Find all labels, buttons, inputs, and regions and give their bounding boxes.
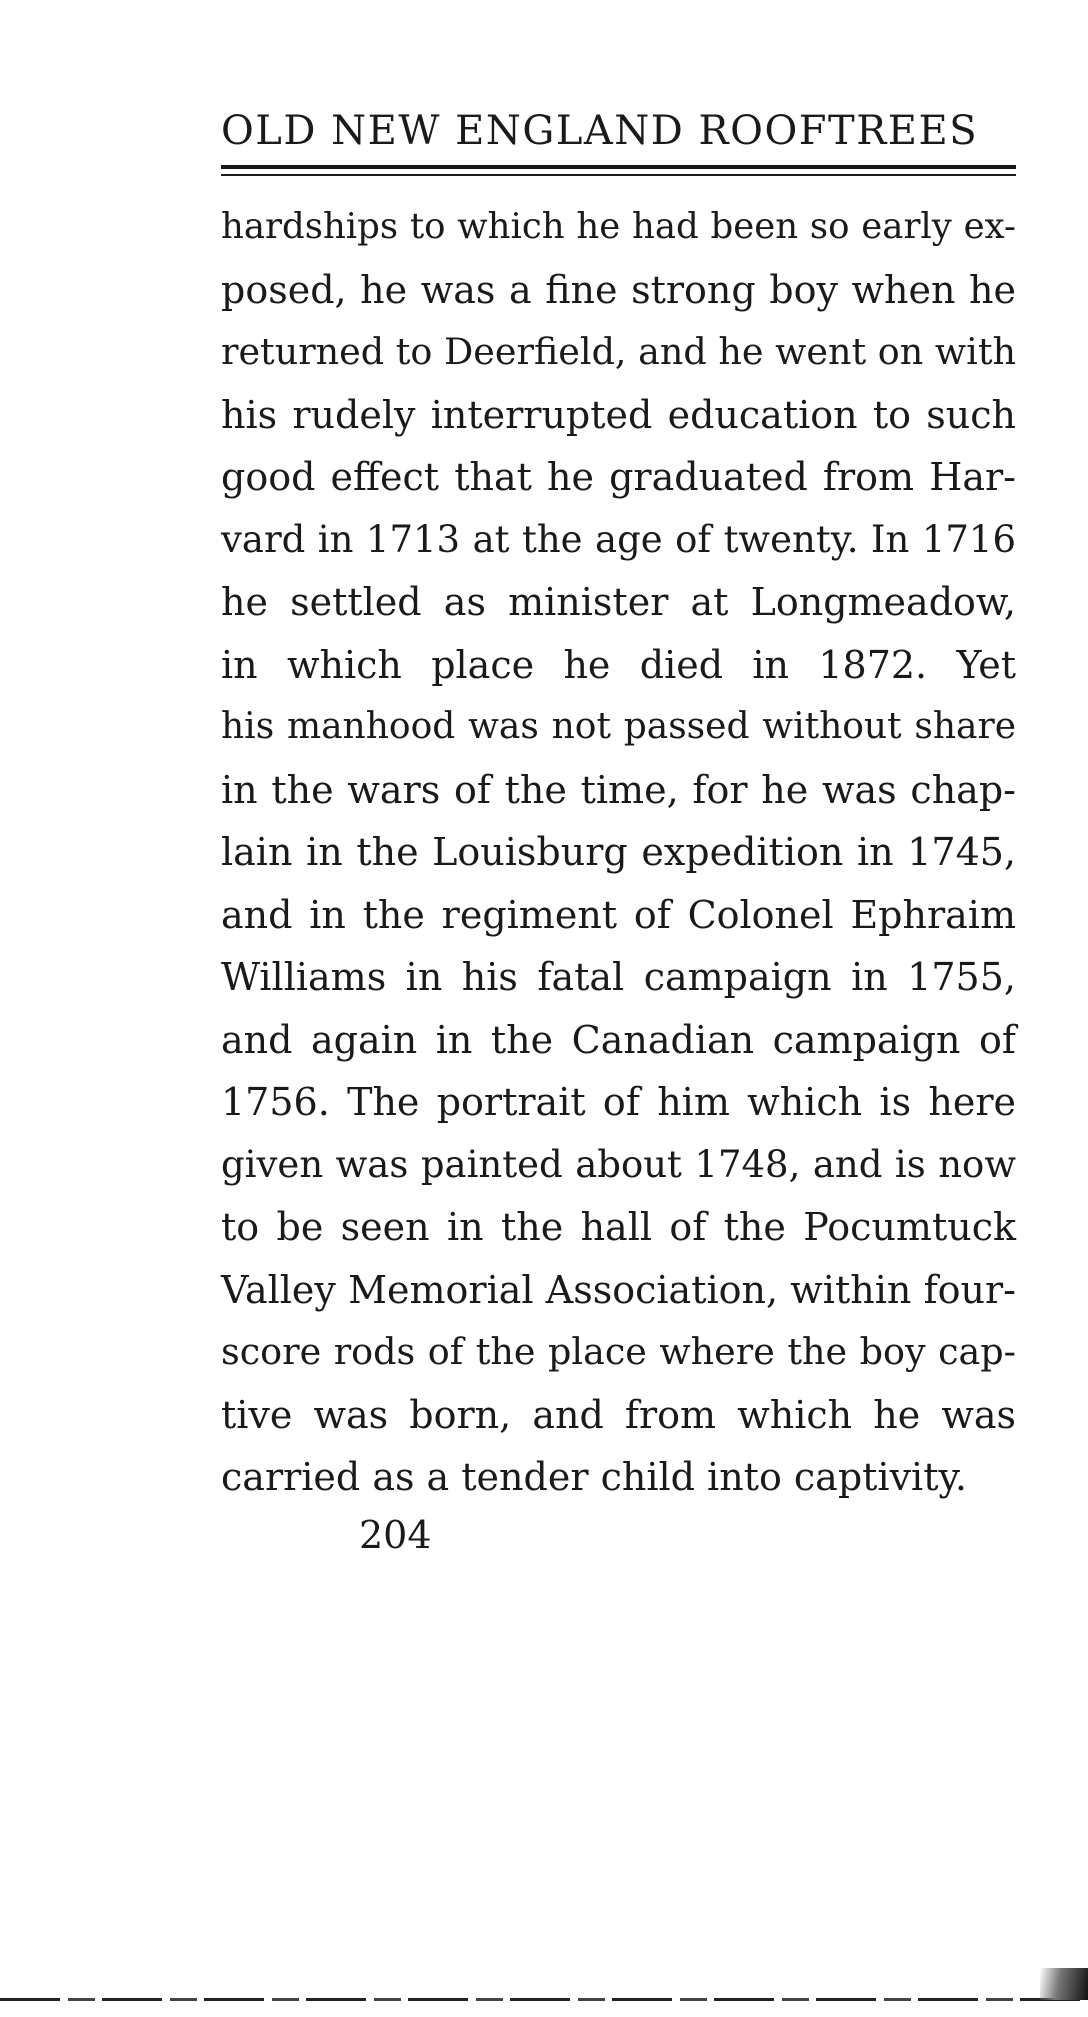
- text-line: he settled as minister at Longmeadow,: [221, 580, 1016, 624]
- text-line: tive was born, and from which he was: [221, 1392, 1016, 1437]
- text-line: returned to Deerfield, and he went on with: [221, 330, 1016, 373]
- text-line: 1756. The portrait of him which is here: [221, 1080, 1016, 1124]
- scan-edge-line: [0, 1998, 1088, 2001]
- text-line: score rods of the place where the boy cap-: [221, 1330, 1016, 1373]
- text-line: his manhood was not passed without share: [221, 706, 1016, 747]
- text-line: Valley Memorial Association, within four-: [221, 1267, 1016, 1312]
- header-rule-thin: [221, 174, 1016, 176]
- text-line: good effect that he graduated from Har-: [221, 455, 1016, 499]
- scan-corner-mark: [1040, 1968, 1088, 2000]
- text-line: Williams in his fatal campaign in 1755,: [221, 955, 1016, 999]
- page-number: 204: [359, 1513, 432, 1557]
- text-line: vard in 1713 at the age of twenty. In 1716: [221, 517, 1016, 561]
- running-head: OLD NEW ENGLAND ROOFTREES: [221, 108, 979, 154]
- text-line: carried as a tender child into captivity.: [221, 1455, 967, 1499]
- header-rule-thick: [221, 165, 1016, 169]
- text-line: and in the regiment of Colonel Ephraim: [221, 892, 1016, 937]
- text-line: his rudely interrupted education to such: [221, 392, 1016, 437]
- text-line: in which place he died in 1872. Yet: [221, 642, 1016, 687]
- text-line: in the wars of the time, for he was chap-: [221, 767, 1016, 812]
- text-line: posed, he was a fine strong boy when he: [221, 267, 1016, 312]
- body-text: [221, 196, 1016, 1509]
- text-line: to be seen in the hall of the Pocumtuck: [221, 1205, 1016, 1249]
- text-line: and again in the Canadian campaign of: [221, 1017, 1016, 1062]
- text-line: hardships to which he had been so early ex-: [221, 206, 1016, 247]
- text-line: given was painted about 1748, and is now: [221, 1142, 1016, 1186]
- text-line: lain in the Louisburg expedition in 1745,: [221, 830, 1016, 874]
